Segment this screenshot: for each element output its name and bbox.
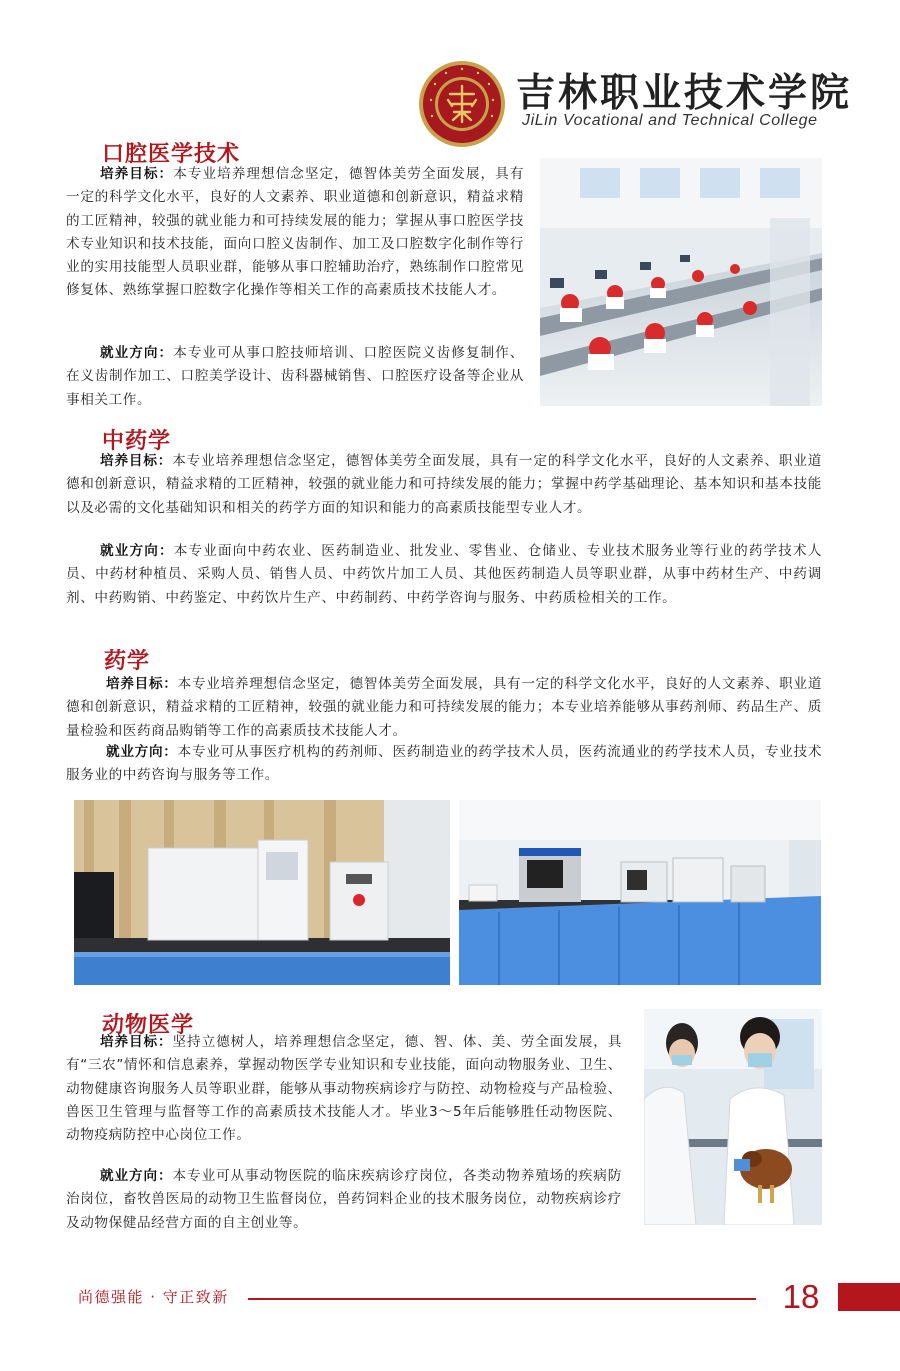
footer-slogan: 尚德强能 · 守正致新 (78, 1288, 229, 1306)
section-title-tcm-pharmacy: 中药学 (102, 429, 172, 454)
section-goal-paragraph (66, 1031, 622, 1147)
section-career-paragraph (66, 741, 822, 788)
chromatograph-lab-photo (74, 800, 450, 985)
veterinary-students-photo (644, 1009, 822, 1225)
section-goal-paragraph (66, 673, 822, 743)
college-seal-logo (418, 60, 506, 148)
goal-label: 培养目标： (106, 676, 178, 692)
goal-text: 本专业培养理想信念坚定，德智体美劳全面发展，具有一定的科学文化水平，良好的人文素养、职业道德和创新意识，精益求精的工匠精神，较强的就业能力和可持续发展的能力；本专业培养能够从事药剂师、药品生产、质量检验和医药商品购销等工作的高素质技术技能人才。 (66, 676, 823, 739)
section-career-paragraph (66, 1165, 622, 1235)
goal-label: 培养目标： (100, 166, 174, 182)
page-number: 18 (782, 1278, 820, 1315)
section-title-dental-technology: 口腔医学技术 (102, 142, 241, 167)
career-label: 就业方向： (100, 543, 174, 559)
section-title-pharmacy: 药学 (104, 649, 151, 674)
career-text: 本专业可从事动物医院的临床疾病诊疗岗位，各类动物养殖场的疾病防治岗位，畜牧兽医局的动物卫生监督岗位，兽药饲料企业的技术服务岗位，动物疾病诊疗及动物保健品经营方面的自主创业等。 (66, 1168, 622, 1231)
college-name-en: JiLin Vocational and Technical College (522, 112, 818, 129)
section-career-paragraph (66, 540, 822, 610)
page-color-block (838, 1283, 900, 1311)
career-label: 就业方向： (100, 345, 174, 361)
career-label: 就业方向： (106, 744, 178, 760)
lab-equipment-photo (459, 800, 821, 985)
goal-text: 坚持立德树人，培养理想信念坚定，德、智、体、美、劳全面发展，具有“三农”情怀和信息素养，掌握动物医学专业知识和专业技能，面向动物服务业、卫生、动物健康咨询服务人员等职业群，能够从事动物疾病诊疗与防控、动物检疫与产品检验、兽医卫生管理与监督等工作的高素质技术技能人才。毕业3～5年后能够胜任动物医院、动物疫病防控中心岗位工作。 (66, 1034, 622, 1144)
section-career-paragraph (66, 342, 524, 412)
section-goal-paragraph (66, 163, 524, 303)
goal-text: 本专业培养理想信念坚定，德智体美劳全面发展，具有一定的科学文化水平，良好的人文素养、职业道德和创新意识，精益求精的工匠精神，较强的就业能力和可持续发展的能力；掌握从事口腔医学技术专业知识和技术技能，面向口腔义齿制作、加工及口腔数字化制作等行业的实用技能型人员职业群，能够从事口腔辅助治疗，熟练制作口腔常见修复体、熟练掌握口腔数字化操作等相关工作的高素质技术技能人才。 (66, 166, 525, 299)
career-text: 本专业可从事口腔技师培训、口腔医院义齿修复制作、在义齿制作加工、口腔美学设计、齿科器械销售、口腔医疗设备等企业从事相关工作。 (66, 345, 525, 408)
career-label: 就业方向： (100, 1168, 173, 1184)
goal-label: 培养目标： (100, 453, 173, 469)
goal-label: 培养目标： (100, 1034, 173, 1050)
career-text: 本专业可从事医疗机构的药剂师、医药制造业的药学技术人员，医药流通业的药学技术人员，专业技术服务业的中药咨询与服务等工作。 (66, 744, 823, 784)
career-text: 本专业面向中药农业、医药制造业、批发业、零售业、仓储业、专业技术服务业等行业的药学技术人员、中药材种植员、采购人员、销售人员、中药饮片加工人员、其他医药制造人员等职业群，从事中药材生产、中药调剂、中药购销、中药鉴定、中药饮片生产、中药制药、中药学咨询与服务、中药质检相关的工作。 (66, 543, 822, 606)
goal-text: 本专业培养理想信念坚定，德智体美劳全面发展，具有一定的科学文化水平，良好的人文素养、职业道德和创新意识，精益求精的工匠精神，较强的就业能力和可持续发展的能力；掌握中药学基础理论、基本知识和基本技能以及必需的文化基础知识和相关的药学方面的知识和能力的高素质技能型专业人才。 (66, 453, 823, 516)
section-title-veterinary-medicine: 动物医学 (102, 1013, 195, 1038)
footer-divider (248, 1298, 756, 1300)
college-name-cn: 吉林职业技术学院 (516, 70, 853, 116)
section-goal-paragraph (66, 450, 822, 520)
dental-lab-photo (540, 158, 822, 406)
